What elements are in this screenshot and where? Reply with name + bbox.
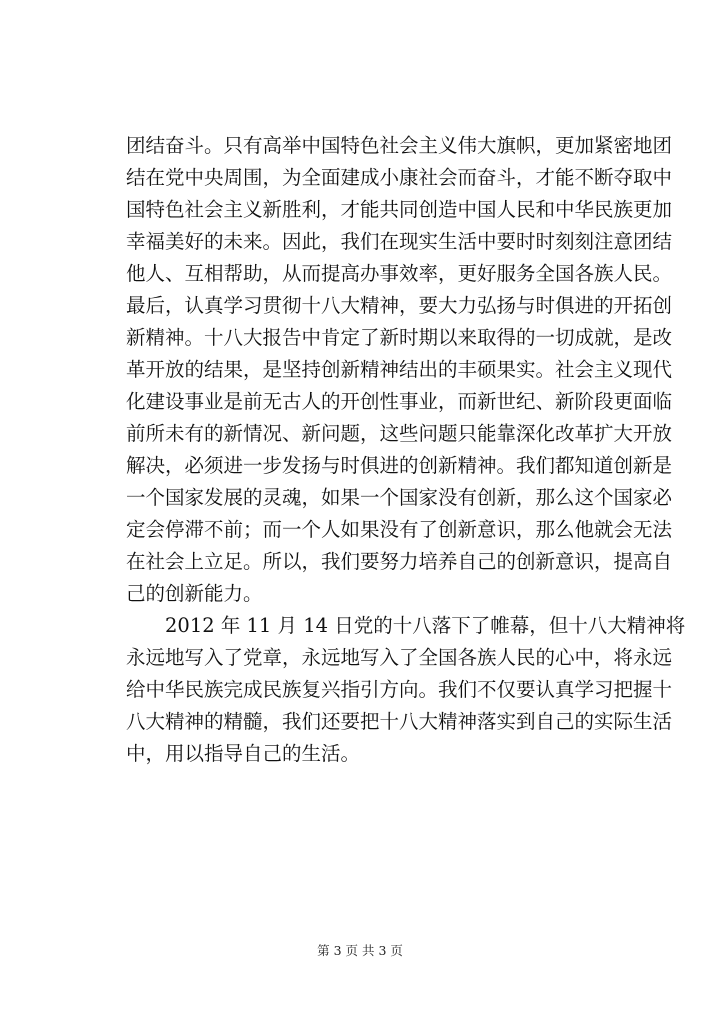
text-line: 革开放的结果，是坚持创新精神结出的丰硕果实。社会主义现代 xyxy=(126,358,673,381)
text-line: 前所未有的新情况、新问题，这些问题只能靠深化改革扩大开放 xyxy=(126,422,673,445)
page-number-footer: 第 3 页 共 3 页 xyxy=(317,943,403,958)
text-line: 八大精神的精髓，我们还要把十八大精神落实到自己的实际生活 xyxy=(126,710,673,733)
text-line: 一个国家发展的灵魂，如果一个国家没有创新，那么这个国家必 xyxy=(126,486,673,509)
text-line: 定会停滞不前；而一个人如果没有了创新意识，那么他就会无法 xyxy=(126,518,673,541)
body-text xyxy=(126,130,686,770)
text-line: 新精神。十八大报告中肯定了新时期以来取得的一切成就，是改 xyxy=(126,326,673,349)
text-line: 结在党中央周围，为全面建成小康社会而奋斗，才能不断夺取中 xyxy=(126,166,673,189)
text-line: 2012 年 11 月 14 日党的十八落下了帷幕，但十八大精神将 xyxy=(126,614,686,637)
text-line: 在社会上立足。所以，我们要努力培养自己的创新意识，提高自 xyxy=(126,550,673,573)
text-line: 中，用以指导自己的生活。 xyxy=(126,742,361,765)
text-line: 幸福美好的未来。因此，我们在现实生活中要时时刻刻注意团结 xyxy=(126,230,673,253)
text-line: 团结奋斗。只有高举中国特色社会主义伟大旗帜，更加紧密地团 xyxy=(126,134,673,157)
text-line: 最后，认真学习贯彻十八大精神，要大力弘扬与时俱进的开拓创 xyxy=(126,294,673,317)
text-line: 永远地写入了党章，永远地写入了全国各族人民的心中，将永远 xyxy=(126,646,673,669)
text-line: 解决，必须进一步发扬与时俱进的创新精神。我们都知道创新是 xyxy=(126,454,673,477)
text-line: 国特色社会主义新胜利，才能共同创造中国人民和中华民族更加 xyxy=(126,198,673,221)
text-line: 己的创新能力。 xyxy=(126,582,263,605)
text-line: 给中华民族完成民族复兴指引方向。我们不仅要认真学习把握十 xyxy=(126,678,673,701)
text-line: 化建设事业是前无古人的开创性事业，而新世纪、新阶段更面临 xyxy=(126,390,673,413)
text-line: 他人、互相帮助，从而提高办事效率，更好服务全国各族人民。 xyxy=(126,262,673,285)
